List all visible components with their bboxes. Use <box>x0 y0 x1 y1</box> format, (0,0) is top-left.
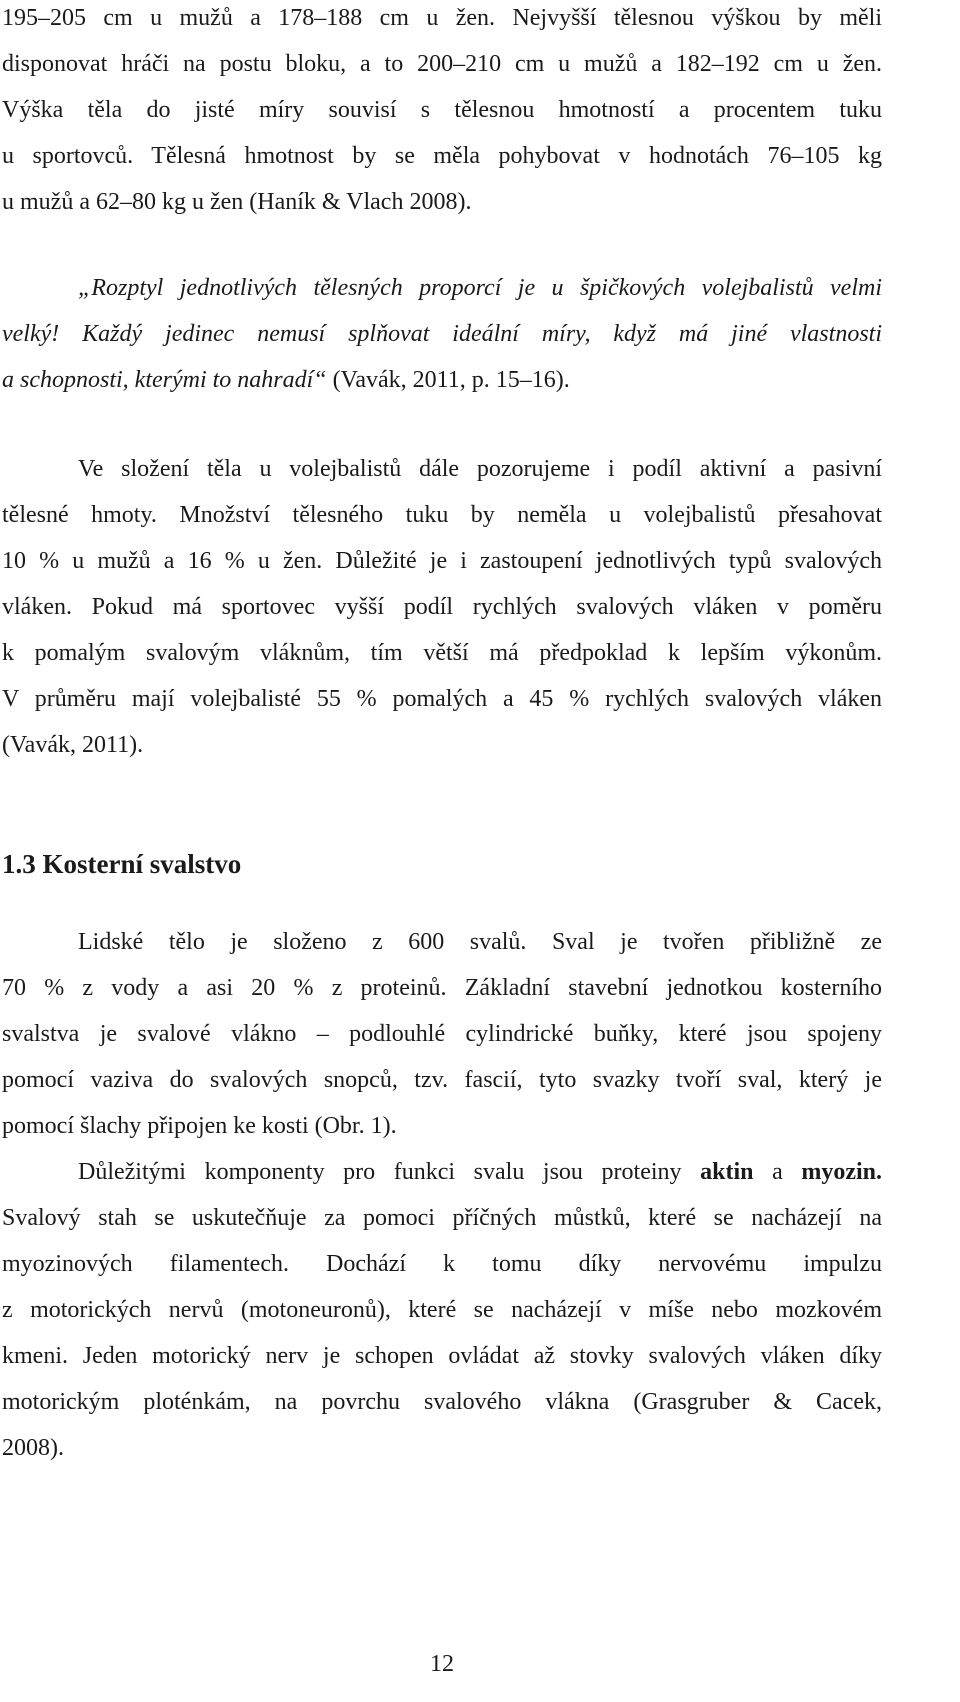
paragraph-line: u sportovců. Tělesná hmotnost by se měla pohybovat v hodnotách 76–105 kg <box>2 143 882 169</box>
paragraph-line: Svalový stah se uskutečňuje za pomoci příčných můstků, které se nacházejí na <box>2 1205 882 1231</box>
paragraph-line: pomocí vaziva do svalových snopců, tzv. fascií, tyto svazky tvoří sval, který je <box>2 1067 882 1093</box>
paragraph-line: disponovat hráči na postu bloku, a to 200–210 cm u mužů a 182–192 cm u žen. <box>2 51 882 77</box>
page-number: 12 <box>430 1651 454 1677</box>
paragraph-line: tělesné hmoty. Množství tělesného tuku by neměla u volejbalistů přesahovat <box>2 502 882 528</box>
paragraph-line: 70 % z vody a asi 20 % z proteinů. Základní stavební jednotkou kosterního <box>2 975 882 1001</box>
term-myozin: myozin. <box>801 1159 883 1185</box>
paragraph-line: V průměru mají volejbalisté 55 % pomalých a 45 % rychlých svalových vláken <box>2 686 882 712</box>
paragraph-line: Lidské tělo je složeno z 600 svalů. Sval je tvořen přibližně ze <box>78 929 882 955</box>
paragraph-line <box>78 1157 882 1187</box>
term-aktin: aktin <box>700 1159 754 1185</box>
paragraph-line: k pomalým svalovým vláknům, tím větší má předpoklad k lepším výkonům. <box>2 640 882 666</box>
paragraph-line: Ve složení těla u volejbalistů dále pozorujeme i podíl aktivní a pasivní <box>78 456 882 482</box>
quote-citation: (Vavák, 2011, p. 15–16). <box>326 367 570 393</box>
paragraph-line: (Vavák, 2011). <box>2 732 144 758</box>
paragraph-line: vláken. Pokud má sportovec vyšší podíl rychlých svalových vláken v poměru <box>2 594 882 620</box>
paragraph-line: 195–205 cm u mužů a 178–188 cm u žen. Nejvyšší tělesnou výškou by měli <box>2 5 882 31</box>
quote-line <box>2 365 882 395</box>
paragraph-line: pomocí šlachy připojen ke kosti (Obr. 1). <box>2 1113 397 1139</box>
paragraph-line: Výška těla do jisté míry souvisí s tělesnou hmotností a procentem tuku <box>2 97 882 123</box>
paragraph-line: 10 % u mužů a 16 % u žen. Důležité je i zastoupení jednotlivých typů svalových <box>2 548 882 574</box>
section-heading: 1.3 Kosterní svalstvo <box>2 849 242 879</box>
paragraph-line: motorickým ploténkám, na povrchu svalového vlákna (Grasgruber & Cacek, <box>2 1389 882 1415</box>
paragraph-line: 2008). <box>2 1435 64 1461</box>
quote-line: velký! Každý jedinec nemusí splňovat ideální míry, když má jiné vlastnosti <box>2 321 882 347</box>
paragraph-line: z motorických nervů (motoneuronů), které se nacházejí v míše nebo mozkovém <box>2 1297 882 1323</box>
quote-text: a schopnosti, kterými to nahradí“ <box>2 367 327 393</box>
quote-line: „Rozptyl jednotlivých tělesných proporcí je u špičkových volejbalistů velmi <box>78 275 882 301</box>
paragraph-line: u mužů a 62–80 kg u žen (Haník & Vlach 2008). <box>2 189 472 215</box>
text-run: Důležitými komponenty pro funkci svalu jsou proteiny <box>78 1159 701 1185</box>
paragraph-line: myozinových filamentech. Dochází k tomu díky nervovému impulzu <box>2 1251 882 1277</box>
paragraph-line: kmeni. Jeden motorický nerv je schopen ovládat až stovky svalových vláken díky <box>2 1343 882 1369</box>
text-run: a <box>753 1159 802 1185</box>
paragraph-line: svalstva je svalové vlákno – podlouhlé cylindrické buňky, které jsou spojeny <box>2 1021 882 1047</box>
